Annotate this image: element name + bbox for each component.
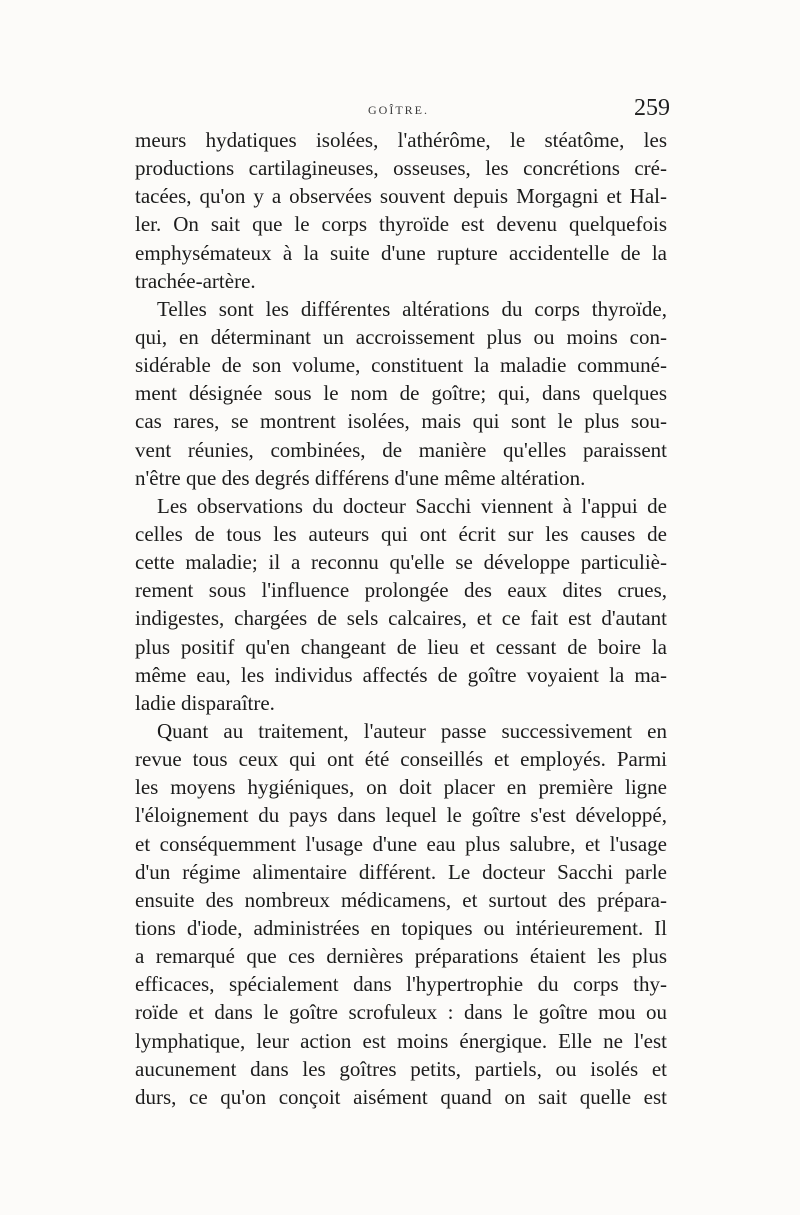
text-line: durs, ce qu'on conçoit aisément quand on sait quelle est	[135, 1084, 667, 1109]
running-head	[130, 97, 670, 127]
text-line: ment désignée sous le nom de goître; qui, dans quelques	[135, 381, 667, 406]
text-line: revue tous ceux qui ont été conseillés et employés. Parmi	[135, 747, 667, 772]
text-line: même eau, les individus affectés de goître voyaient la ma-	[135, 662, 667, 687]
text-line: tions d'iode, administrées en topiques ou intérieurement. Il	[135, 915, 667, 940]
text-line: ensuite des nombreux médicamens, et surtout des prépara-	[135, 887, 667, 912]
text-line: celles de tous les auteurs qui ont écrit sur les causes de	[135, 521, 667, 546]
text-line: n'être que des degrés différens d'une même altération.	[135, 465, 586, 490]
text-line: roïde et dans le goître scrofuleux : dans le goître mou ou	[135, 1000, 667, 1025]
text-line: aucunement dans les goîtres petits, partiels, ou isolés et	[135, 1056, 667, 1081]
text-line: productions cartilagineuses, osseuses, les concrétions cré-	[135, 156, 667, 181]
text-line: Quant au traitement, l'auteur passe successivement en	[157, 718, 667, 743]
text-line: les moyens hygiéniques, on doit placer en première ligne	[135, 775, 667, 800]
running-head-title: GOÎTRE.	[368, 103, 429, 117]
text-line: a remarqué que ces dernières préparations étaient les plus	[135, 944, 667, 969]
text-line: qui, en déterminant un accroissement plus ou moins con-	[135, 324, 667, 349]
text-line: trachée-artère.	[135, 268, 256, 293]
text-line: efficaces, spécialement dans l'hypertrophie du corps thy-	[135, 972, 667, 997]
text-line: sidérable de son volume, constituent la maladie communé-	[135, 353, 667, 378]
text-line: et conséquemment l'usage d'une eau plus salubre, et l'usage	[135, 831, 667, 856]
text-line: cas rares, se montrent isolées, mais qui sont le plus sou-	[135, 409, 667, 434]
page-number: 259	[634, 95, 670, 121]
text-line: Telles sont les différentes altérations du corps thyroïde,	[157, 296, 667, 321]
text-line: plus positif qu'en changeant de lieu et cessant de boire la	[135, 634, 667, 659]
text-line: l'éloignement du pays dans lequel le goître s'est développé,	[135, 803, 667, 828]
text-line: rement sous l'influence prolongée des eaux dites crues,	[135, 578, 667, 603]
body-text	[135, 126, 667, 1111]
text-line: ladie disparaître.	[135, 690, 275, 715]
text-line: meurs hydatiques isolées, l'athérôme, le stéatôme, les	[135, 128, 667, 152]
text-line: indigestes, chargées de sels calcaires, et ce fait est d'autant	[135, 606, 667, 631]
text-line: emphysémateux à la suite d'une rupture accidentelle de la	[135, 240, 667, 265]
text-line: lymphatique, leur action est moins énergique. Elle ne l'est	[135, 1028, 667, 1053]
text-line: d'un régime alimentaire différent. Le docteur Sacchi parle	[135, 859, 667, 884]
text-line: ler. On sait que le corps thyroïde est devenu quelquefois	[135, 212, 667, 237]
text-line: vent réunies, combinées, de manière qu'elles paraissent	[135, 437, 667, 462]
text-line: cette maladie; il a reconnu qu'elle se développe particuliè-	[135, 550, 667, 575]
text-line: tacées, qu'on y a observées souvent depuis Morgagni et Hal-	[135, 184, 667, 209]
text-line: Les observations du docteur Sacchi viennent à l'appui de	[157, 493, 667, 518]
